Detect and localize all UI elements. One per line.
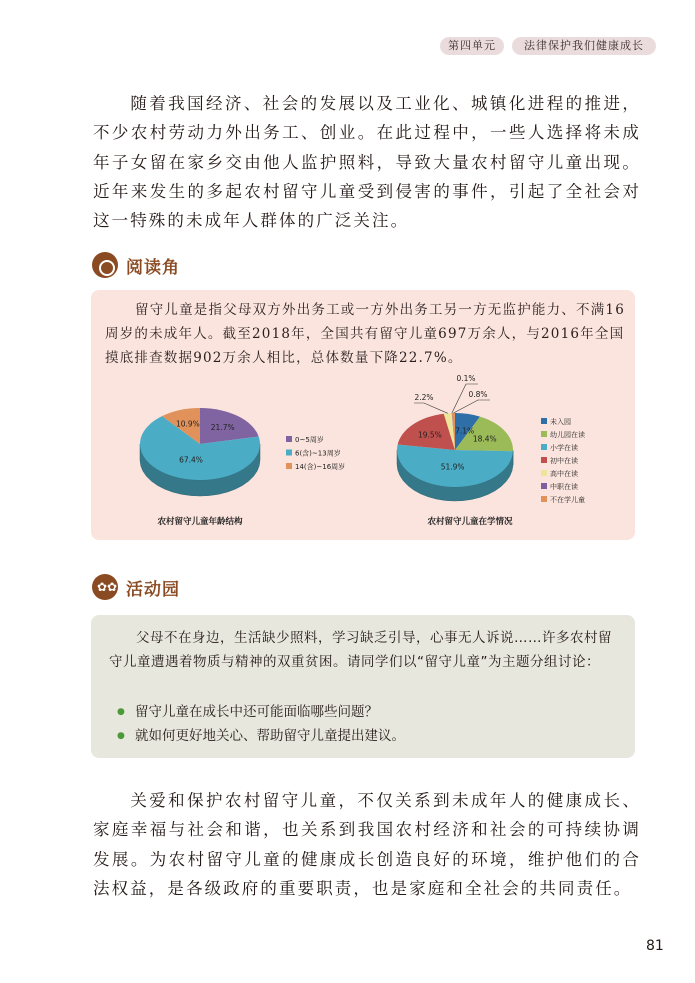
legend-swatch bbox=[541, 431, 547, 437]
legend-swatch bbox=[541, 470, 547, 476]
chart-title: 农村留守儿童在学情况 bbox=[427, 517, 513, 527]
legend-swatch bbox=[541, 444, 547, 450]
slice-label: 7.1% bbox=[455, 426, 475, 436]
reading-corner-title: 阅读角 bbox=[126, 257, 180, 278]
leader-line bbox=[454, 400, 490, 413]
activity-title: 活动园 bbox=[126, 579, 180, 600]
slice-label: 2.2% bbox=[414, 393, 434, 402]
slice-label: 21.7% bbox=[210, 423, 235, 433]
list-item: ● 就如何更好地关心、帮助留守儿童提出建议。 bbox=[135, 725, 405, 749]
slice-label: 0.1% bbox=[456, 374, 476, 383]
legend-label: 高中在读 bbox=[550, 470, 578, 478]
legend-swatch bbox=[541, 496, 547, 502]
legend-label: 未入园 bbox=[550, 418, 571, 426]
closing-paragraph bbox=[93, 786, 641, 903]
slice-label: 18.4% bbox=[472, 434, 497, 444]
legend-label: 中职在读 bbox=[550, 483, 578, 491]
unit-label: 第四单元 bbox=[440, 37, 504, 55]
legend-swatch bbox=[541, 457, 547, 463]
legend-swatch bbox=[541, 483, 547, 489]
paw-prints-icon: ✿✿ bbox=[92, 574, 118, 600]
legend-label: 6(含)~13周岁 bbox=[295, 449, 341, 458]
leader-line bbox=[414, 403, 448, 413]
legend-label: 小学在读 bbox=[550, 444, 578, 452]
activity-box bbox=[91, 615, 635, 758]
legend-swatch bbox=[286, 450, 292, 456]
legend-label: 不在学儿童 bbox=[550, 496, 585, 504]
intro-text: 随着我国经济、社会的发展以及工业化、城镇化进程的推进，不少农村劳动力外出务工、创业。在此过程中，一些人选择将未成年子女留在家乡交由他人监护照料，导致大量农村留守儿童出现。近年来发生的多起农村留守儿童受到侵害的事件，引起了全社会对这一特殊的未成年人群体的广泛关注。 bbox=[93, 94, 641, 231]
reading-text: 留守儿童是指父母双方外出务工或一方外出务工另一方无监护能力、不满16周岁的未成年人。截至2018年，全国共有留守儿童697万余人，与2016年全国摸底排查数据902万余人相比，总体数量下降22.7%。 bbox=[105, 302, 625, 366]
legend-label: 0~5周岁 bbox=[295, 436, 324, 444]
closing-text: 关爱和保护农村留守儿童，不仅关系到未成年人的健康成长、家庭幸福与社会和谐，也关系到我国农村经济和社会的可持续协调发展。为农村留守儿童的健康成长创造良好的环境，维护他们的合法权益，是各级政府的重要职责，也是家庭和全社会的共同责任。 bbox=[93, 791, 641, 898]
legend-swatch bbox=[541, 418, 547, 424]
legend-label: 幼儿园在读 bbox=[550, 431, 585, 439]
list-item: ● 留守儿童在成长中还可能面临哪些问题？ bbox=[135, 701, 405, 725]
legend-swatch bbox=[286, 436, 292, 442]
activity-text: 父母不在身边，生活缺少照料，学习缺乏引导，心事无人诉说……许多农村留守儿童遭遇着物质与精神的双重贫困。请同学们以“留守儿童”为主题分组讨论： bbox=[109, 630, 612, 670]
legend-label: 初中在读 bbox=[550, 457, 578, 465]
legend-label: 14(含)~16周岁 bbox=[295, 463, 346, 471]
slice-label: 51.9% bbox=[440, 462, 465, 472]
chapter-title: 法律保护我们健康成长 bbox=[512, 37, 656, 55]
activity-list bbox=[135, 701, 405, 748]
slice-label: 10.9% bbox=[175, 419, 200, 429]
activity-heading bbox=[92, 572, 180, 602]
legend-swatch bbox=[286, 463, 292, 469]
page-number: 81 bbox=[646, 938, 664, 954]
slice-label: 19.5% bbox=[417, 430, 442, 440]
slice-label: 0.8% bbox=[468, 390, 488, 399]
slice-label: 67.4% bbox=[179, 455, 203, 465]
chart-title: 农村留守儿童年龄结构 bbox=[157, 517, 243, 527]
